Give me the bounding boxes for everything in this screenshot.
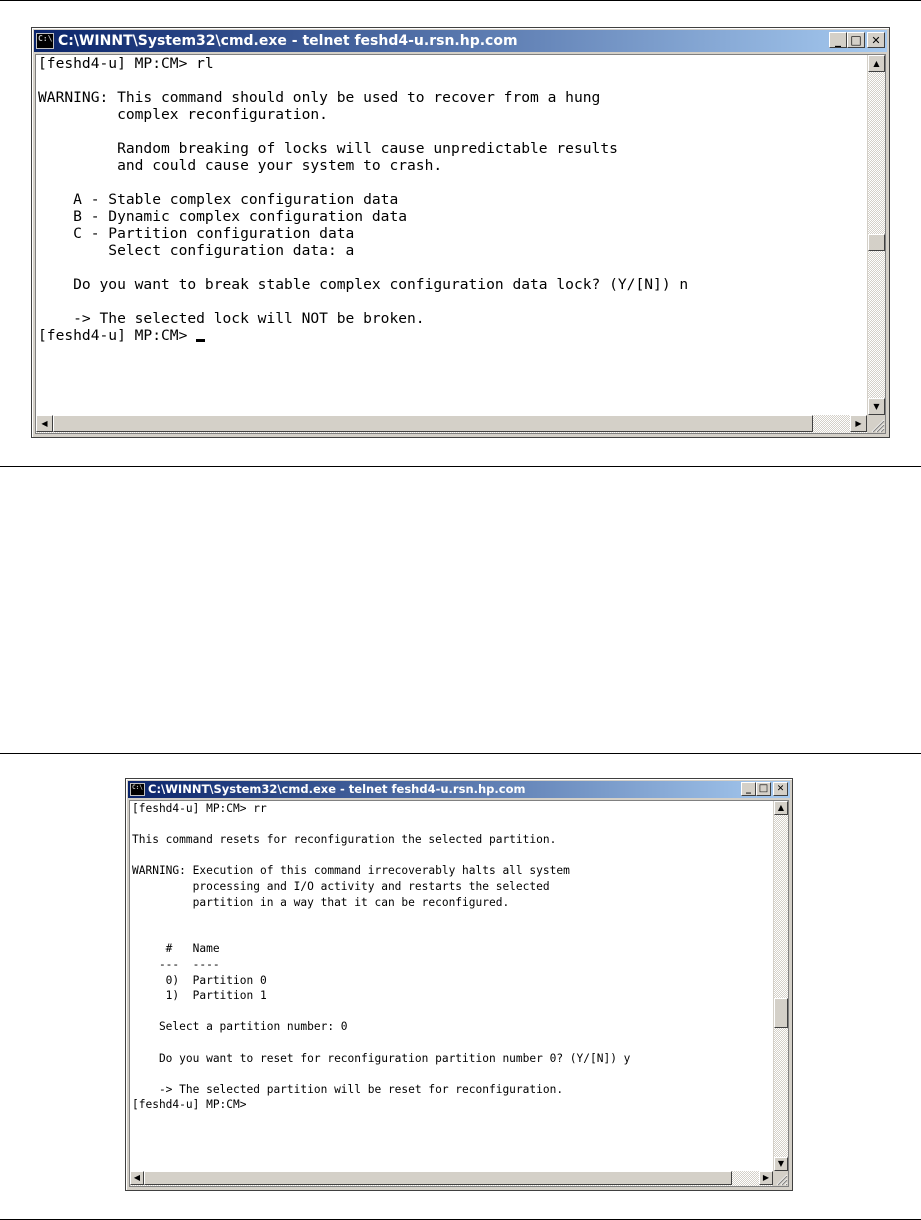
window-title: C:\WINNT\System32\cmd.exe - telnet feshd4-u.rsn.hp.com <box>148 782 526 796</box>
scroll-right-button[interactable] <box>850 415 867 432</box>
close-icon: ✕ <box>776 783 785 794</box>
maximize-button[interactable] <box>756 782 771 796</box>
scroll-left-icon: ◀ <box>41 418 48 428</box>
console-area[interactable] <box>129 800 789 1187</box>
scroll-up-icon: ▲ <box>777 803 785 812</box>
scroll-up-button[interactable] <box>774 801 788 815</box>
vertical-scrollbar[interactable] <box>773 801 788 1171</box>
cmd-icon-text: C:\ <box>132 784 143 791</box>
console-area[interactable] <box>35 54 886 434</box>
close-button[interactable] <box>773 782 788 796</box>
horizontal-scroll-thumb[interactable] <box>53 415 813 432</box>
cmd-icon[interactable] <box>36 33 54 49</box>
resize-grip-icon[interactable] <box>867 415 885 433</box>
scroll-left-button[interactable] <box>36 415 53 432</box>
window-controls <box>829 32 885 48</box>
scroll-right-button[interactable] <box>759 1171 773 1185</box>
console-text: [feshd4-u] MP:CM> rl WARNING: This command should only be used to recover from a hung complex reconfiguration. Random breaking of locks will cause unpredictable results and could cause your system to crash. A - Stable complex configuration data B - Dynamic complex configuration data C - Partition configuration data Select configuration data: a Do you want to break stable complex configuration data lock? (Y/[N]) n -> The selected lock will NOT be broken. [feshd4-u] MP:CM> <box>38 55 689 344</box>
scroll-right-icon: ▶ <box>855 418 862 428</box>
close-icon: ✕ <box>871 33 881 47</box>
text-cursor <box>196 339 205 342</box>
maximize-icon: □ <box>850 33 862 47</box>
title-bar[interactable] <box>128 781 790 798</box>
horizontal-scroll-thumb[interactable] <box>144 1171 732 1185</box>
minimize-icon: _ <box>746 783 751 794</box>
scroll-up-button[interactable] <box>868 55 885 72</box>
scroll-right-icon: ▶ <box>762 1173 770 1182</box>
maximize-button[interactable] <box>847 32 865 48</box>
horizontal-scrollbar[interactable] <box>36 415 867 433</box>
console-output <box>38 55 688 344</box>
scroll-down-icon: ▼ <box>873 401 880 411</box>
window-controls <box>741 782 788 796</box>
minimize-button[interactable] <box>741 782 756 796</box>
scroll-down-button[interactable] <box>774 1157 788 1171</box>
maximize-icon: □ <box>758 783 769 794</box>
console-output <box>132 801 630 1113</box>
cmd-window-1 <box>31 27 890 438</box>
cmd-window-2 <box>125 778 793 1191</box>
minimize-button[interactable] <box>829 32 847 48</box>
cmd-icon[interactable] <box>130 783 145 796</box>
resize-grip-icon[interactable] <box>773 1171 788 1186</box>
title-bar[interactable] <box>34 30 887 52</box>
scroll-thumb[interactable] <box>868 234 885 251</box>
top-rule <box>0 0 921 1</box>
scroll-up-icon: ▲ <box>873 58 880 68</box>
scroll-down-icon: ▼ <box>777 1159 785 1168</box>
scroll-left-icon: ◀ <box>133 1173 141 1182</box>
minimize-icon: _ <box>835 33 841 47</box>
horizontal-scrollbar[interactable] <box>130 1171 773 1186</box>
console-text: [feshd4-u] MP:CM> rr This command resets for reconfiguration the selected partition. WARNING: Execution of this command irrecoverably halts all system processing and I/O activity and restarts the selected partition in a way that it can be reconfigured. # Name --- ---- 0) Partition 0 1) Partition 1 Select a partition number: 0 Do you want to reset for reconfiguration partition number 0? (Y/[N]) y -> The selected partition will be reset for reconfiguration. [feshd4-u] MP:CM> <box>132 802 631 1112</box>
window-title: C:\WINNT\System32\cmd.exe - telnet feshd4-u.rsn.hp.com <box>58 33 518 49</box>
scroll-left-button[interactable] <box>130 1171 144 1185</box>
cmd-icon-text: C:\ <box>38 34 53 43</box>
divider-rule-2 <box>0 753 921 754</box>
divider-rule-1 <box>0 466 921 467</box>
scroll-down-button[interactable] <box>868 398 885 415</box>
scroll-thumb[interactable] <box>774 998 788 1028</box>
close-button[interactable] <box>867 32 885 48</box>
vertical-scrollbar[interactable] <box>867 55 885 415</box>
